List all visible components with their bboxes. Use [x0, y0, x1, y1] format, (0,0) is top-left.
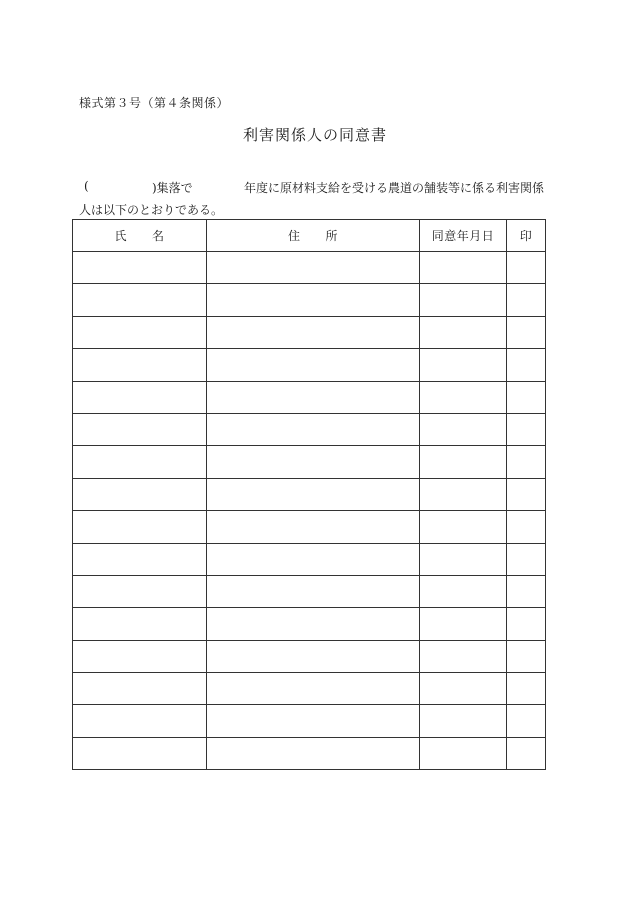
- village-paren-close: )集落で: [152, 181, 193, 195]
- consent-table: [72, 219, 546, 770]
- seal-cell: [507, 640, 546, 672]
- consent-date-cell: [420, 575, 507, 607]
- table-row: [73, 737, 546, 769]
- seal-cell: [507, 284, 546, 316]
- consent-date-cell: [420, 511, 507, 543]
- document-title: 利害関係人の同意書: [242, 126, 387, 144]
- table-row: [73, 511, 546, 543]
- name-cell: [73, 413, 207, 445]
- address-cell: [207, 252, 420, 284]
- consent-date-cell: [420, 252, 507, 284]
- table-body: [73, 252, 546, 770]
- intro-year-text: 年度に原材料支給を受ける農道の舗装等に係る利害関係: [244, 181, 545, 195]
- seal-cell: [507, 478, 546, 510]
- consent-date-cell: [420, 478, 507, 510]
- name-cell: [73, 446, 207, 478]
- consent-date-cell: [420, 608, 507, 640]
- consent-date-cell: [420, 705, 507, 737]
- table-row: [73, 413, 546, 445]
- seal-cell: [507, 446, 546, 478]
- address-cell: [207, 640, 420, 672]
- seal-cell: [507, 575, 546, 607]
- seal-cell: [507, 316, 546, 348]
- consent-date-cell: [420, 316, 507, 348]
- address-cell: [207, 737, 420, 769]
- table-row: [73, 284, 546, 316]
- village-paren-open: (: [84, 179, 89, 193]
- name-cell: [73, 640, 207, 672]
- seal-cell: [507, 673, 546, 705]
- table-row: [73, 705, 546, 737]
- table-row: [73, 446, 546, 478]
- address-cell: [207, 575, 420, 607]
- name-cell: [73, 705, 207, 737]
- address-cell: [207, 705, 420, 737]
- consent-date-cell: [420, 413, 507, 445]
- address-cell: [207, 673, 420, 705]
- seal-cell: [507, 737, 546, 769]
- name-cell: [73, 316, 207, 348]
- address-cell: [207, 478, 420, 510]
- table-header-row: [73, 220, 546, 252]
- consent-date-cell: [420, 640, 507, 672]
- seal-cell: [507, 543, 546, 575]
- seal-cell: [507, 511, 546, 543]
- name-cell: [73, 673, 207, 705]
- table-row: [73, 640, 546, 672]
- form-number: 様式第３号（第４条関係）: [79, 96, 230, 110]
- name-cell: [73, 575, 207, 607]
- consent-date-cell: [420, 673, 507, 705]
- name-cell: [73, 284, 207, 316]
- table-row: [73, 673, 546, 705]
- table-row: [73, 478, 546, 510]
- name-cell: [73, 511, 207, 543]
- consent-date-cell: [420, 543, 507, 575]
- consent-date-cell: [420, 284, 507, 316]
- address-cell: [207, 446, 420, 478]
- intro-line-1: [84, 179, 564, 197]
- seal-cell: [507, 381, 546, 413]
- address-cell: [207, 511, 420, 543]
- seal-cell: [507, 413, 546, 445]
- intro-line-2: 人は以下のとおりである。: [79, 203, 224, 217]
- address-cell: [207, 349, 420, 381]
- address-cell: [207, 543, 420, 575]
- seal-cell: [507, 252, 546, 284]
- header-address: 住 所: [207, 220, 420, 252]
- seal-cell: [507, 608, 546, 640]
- name-cell: [73, 381, 207, 413]
- header-seal: 印: [507, 220, 546, 252]
- table-row: [73, 316, 546, 348]
- address-cell: [207, 608, 420, 640]
- table-row: [73, 349, 546, 381]
- address-cell: [207, 316, 420, 348]
- name-cell: [73, 478, 207, 510]
- address-cell: [207, 284, 420, 316]
- table-row: [73, 608, 546, 640]
- name-cell: [73, 737, 207, 769]
- table-row: [73, 575, 546, 607]
- name-cell: [73, 252, 207, 284]
- header-consent-date: 同意年月日: [420, 220, 507, 252]
- seal-cell: [507, 349, 546, 381]
- name-cell: [73, 349, 207, 381]
- name-cell: [73, 608, 207, 640]
- consent-date-cell: [420, 349, 507, 381]
- table-row: [73, 252, 546, 284]
- consent-date-cell: [420, 381, 507, 413]
- table-row: [73, 543, 546, 575]
- name-cell: [73, 543, 207, 575]
- address-cell: [207, 381, 420, 413]
- address-cell: [207, 413, 420, 445]
- table-row: [73, 381, 546, 413]
- consent-date-cell: [420, 737, 507, 769]
- consent-date-cell: [420, 446, 507, 478]
- seal-cell: [507, 705, 546, 737]
- header-name: 氏 名: [73, 220, 207, 252]
